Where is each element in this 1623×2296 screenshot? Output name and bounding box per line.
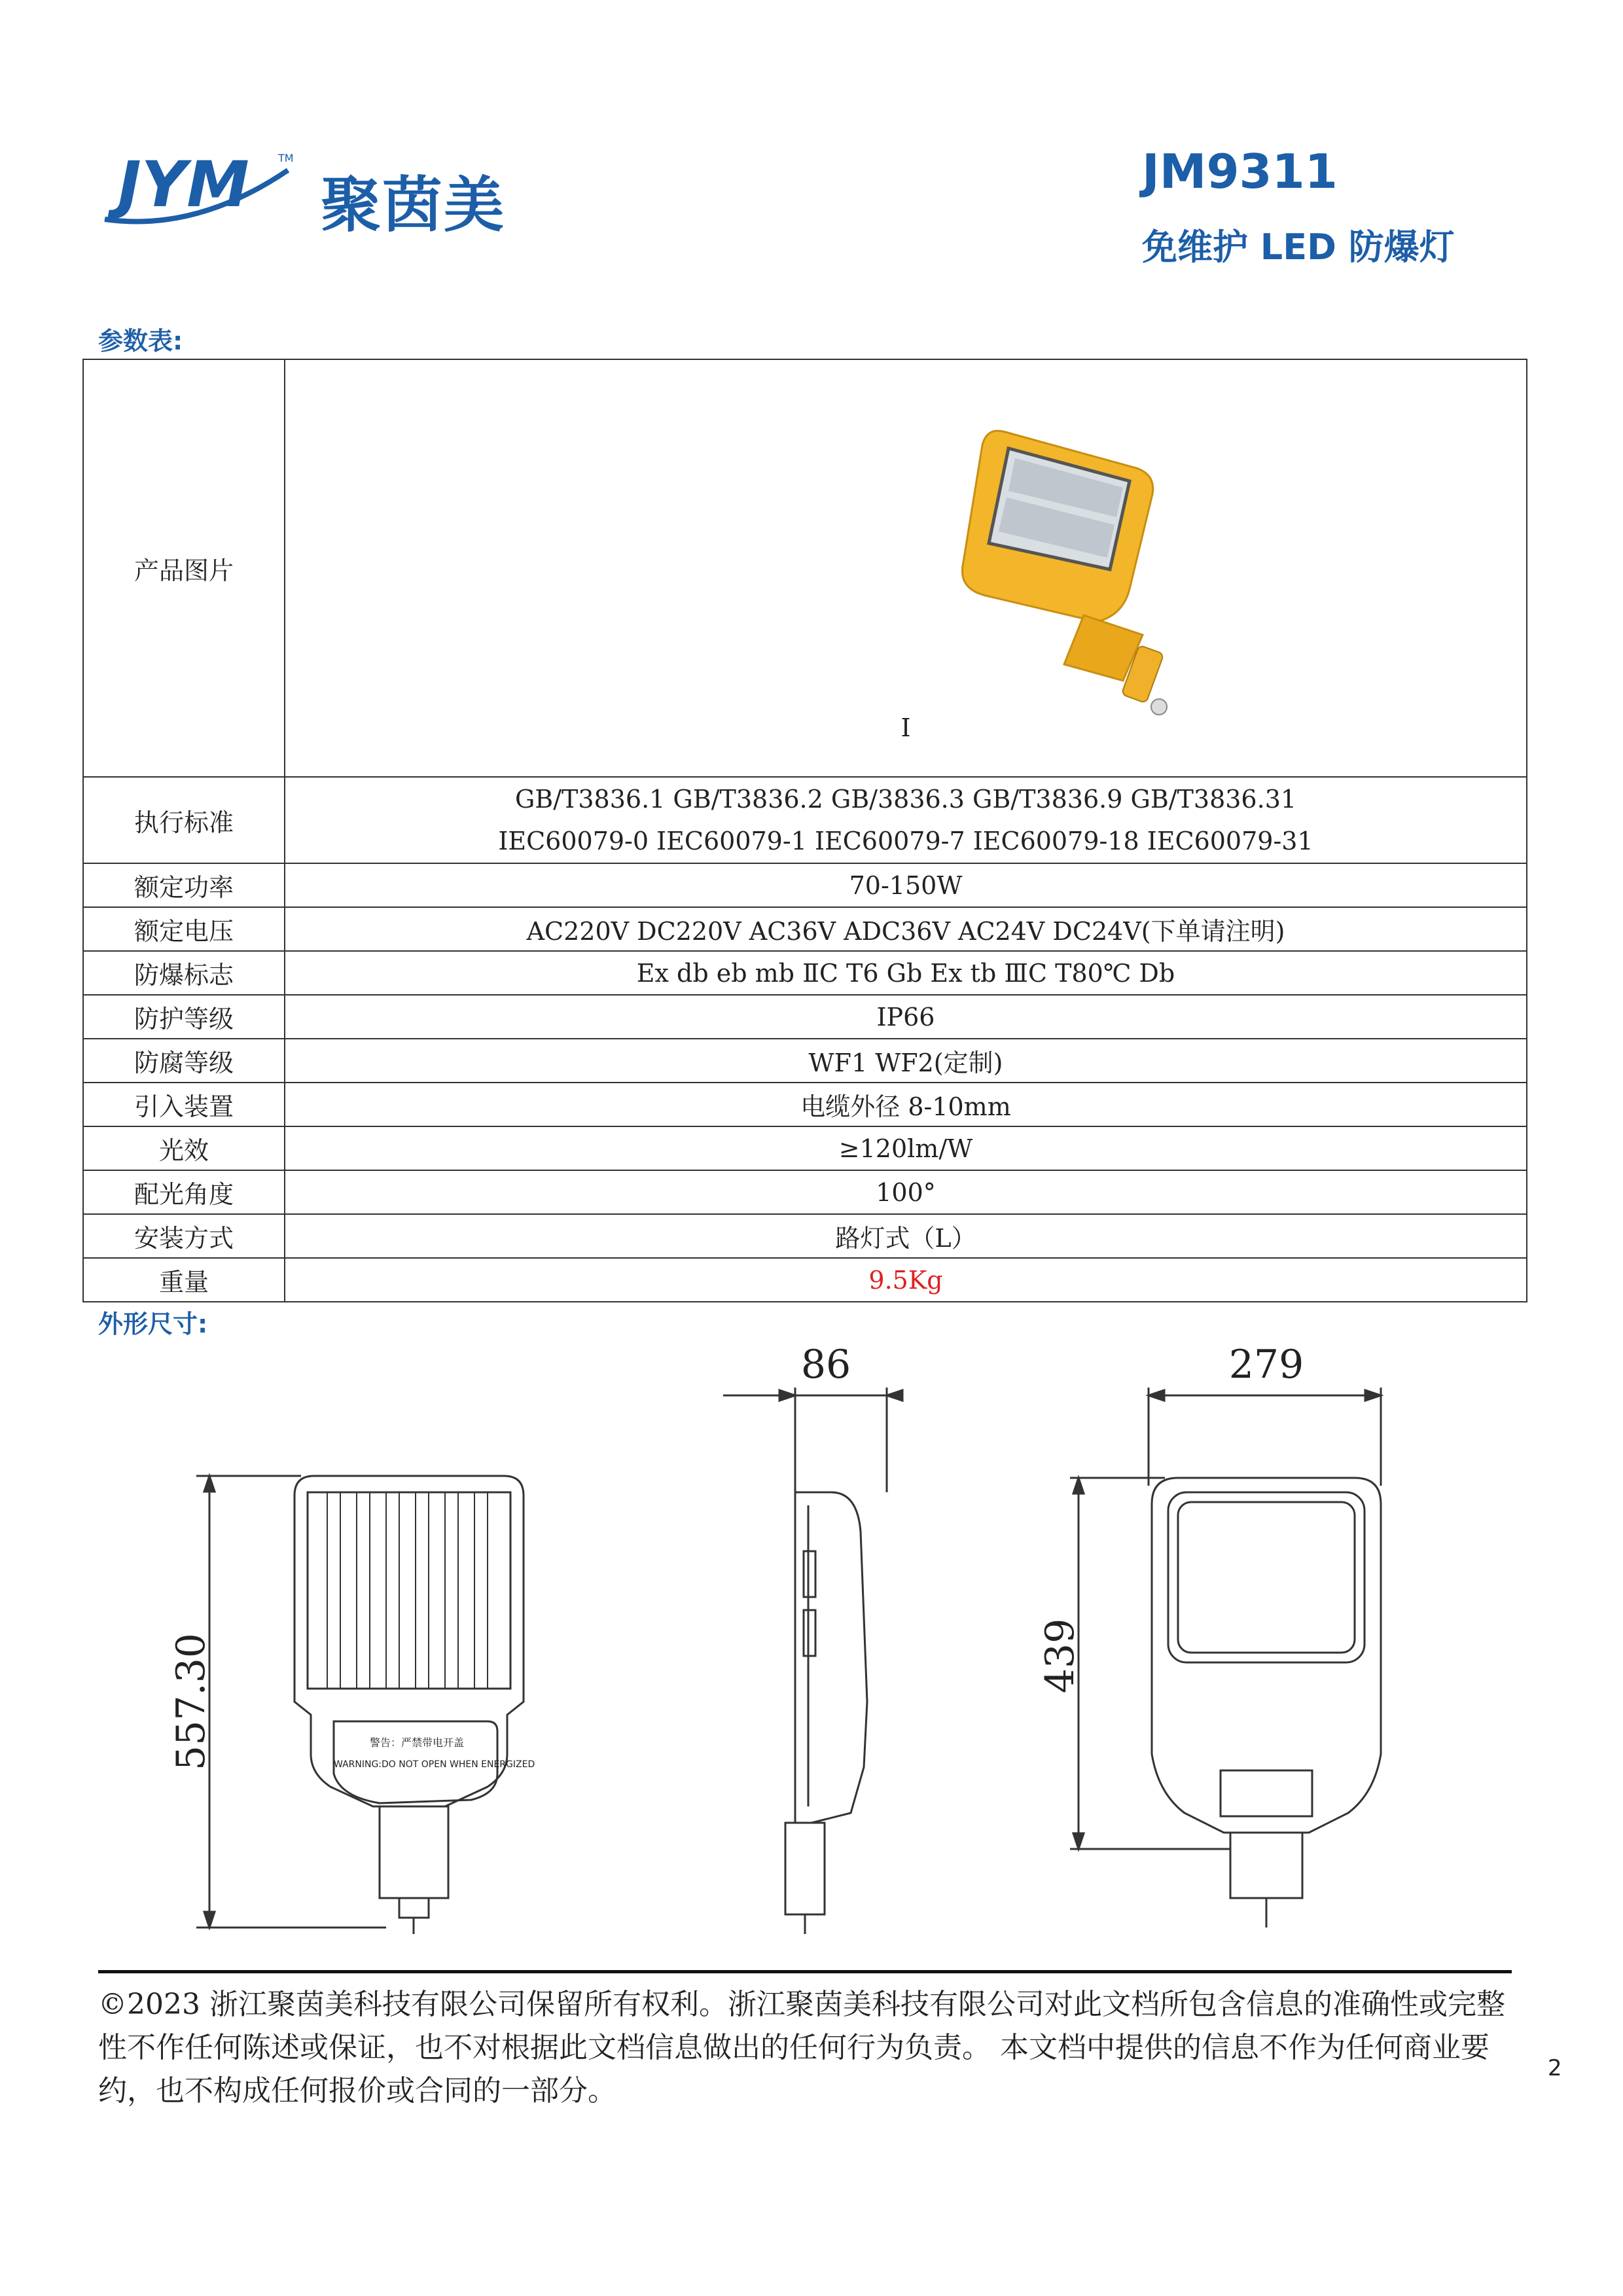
copyright-text: ©2023 浙江聚茵美科技有限公司保留所有权利。浙江聚茵美科技有限公司对此文档所包含信息的准确性或完整性不作任何陈述或保证，也不对根据此文档信息做出的任何行为负责。 本文档中提供的信息不作为任何商业要约，也不构成任何报价或合同的一部分。 bbox=[98, 1988, 1505, 2108]
row-value: Ex db eb mb ⅡC T6 Gb Ex tb ⅢC T80℃ Db bbox=[285, 951, 1527, 995]
dims-section-title: 外形尺寸: bbox=[98, 1310, 208, 1338]
row-value: 70-150W bbox=[285, 863, 1527, 907]
row-label: 引入装置 bbox=[83, 1083, 285, 1126]
row-value: ≥120lm/W bbox=[285, 1126, 1527, 1170]
image-label-cell: 产品图片 bbox=[83, 359, 285, 777]
footer-rule bbox=[98, 1970, 1512, 1973]
row-value: AC220V DC220V AC36V ADC36V AC24V DC24V(下单请注明) bbox=[285, 907, 1527, 951]
product-subtitle: 免维护 LED 防爆灯 bbox=[1142, 226, 1455, 268]
brand-name: 聚茵美 bbox=[321, 170, 506, 240]
row-label: 光效 bbox=[83, 1126, 285, 1170]
standards-line-2: IEC60079-0 IEC60079-1 IEC60079-7 IEC60079-18 IEC60079-31 bbox=[498, 827, 1313, 855]
standards-label: 执行标准 bbox=[83, 777, 285, 863]
dim-width-side: 86 bbox=[800, 1342, 851, 1388]
row-value: WF1 WF2(定制) bbox=[285, 1039, 1527, 1083]
dimension-drawing bbox=[0, 1335, 1623, 1964]
company-logo bbox=[98, 147, 294, 232]
product-image bbox=[933, 419, 1208, 720]
weight-value: 9.5Kg bbox=[285, 1258, 1527, 1302]
dim-height-back: 439 bbox=[1037, 1618, 1083, 1694]
row-value: 电缆外径 8-10mm bbox=[285, 1083, 1527, 1126]
logo-text: JYM bbox=[118, 148, 249, 221]
dim-width-back: 279 bbox=[1228, 1342, 1304, 1388]
page-number: 2 bbox=[1548, 2055, 1562, 2081]
row-label: 额定功率 bbox=[83, 863, 285, 907]
warning-en: WARNING:DO NOT OPEN WHEN ENERGIZED bbox=[334, 1759, 535, 1770]
row-value: 100° bbox=[285, 1170, 1527, 1214]
product-image-cell bbox=[285, 359, 1527, 777]
svg-text:TM: TM bbox=[278, 152, 294, 164]
dim-height-front: 557.30 bbox=[168, 1633, 214, 1770]
image-caption: I bbox=[901, 713, 911, 742]
row-label: 重量 bbox=[83, 1258, 285, 1302]
params-section-title: 参数表: bbox=[98, 327, 183, 355]
warning-cn: 警告：严禁带电开盖 bbox=[370, 1736, 465, 1749]
standards-line-1: GB/T3836.1 GB/T3836.2 GB/3836.3 GB/T3836.9 GB/T3836.31 bbox=[514, 785, 1297, 814]
product-model: JM9311 bbox=[1142, 144, 1338, 199]
row-label: 配光角度 bbox=[83, 1170, 285, 1214]
row-label: 防护等级 bbox=[83, 995, 285, 1039]
row-value: 路灯式（L） bbox=[285, 1214, 1527, 1258]
row-label: 防腐等级 bbox=[83, 1039, 285, 1083]
row-label: 防爆标志 bbox=[83, 951, 285, 995]
row-label: 安装方式 bbox=[83, 1214, 285, 1258]
row-value: IP66 bbox=[285, 995, 1527, 1039]
params-table bbox=[82, 359, 1527, 1302]
row-label: 额定电压 bbox=[83, 907, 285, 951]
standards-value bbox=[285, 777, 1527, 863]
